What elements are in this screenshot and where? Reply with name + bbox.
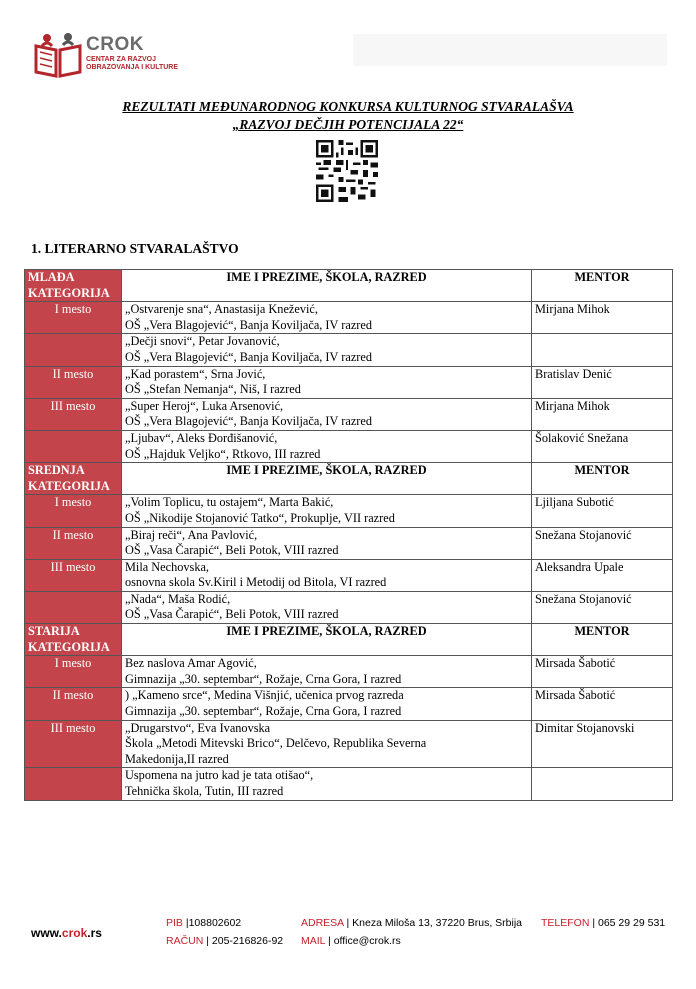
telefon-value: 065 29 29 531 — [598, 917, 666, 929]
entry-mentor: Aleksandra Upale — [532, 559, 673, 591]
category-header-row — [25, 270, 673, 302]
entry-mentor: Snežana Stojanović — [532, 527, 673, 559]
entry-mentor: Dimitar Stojanovski — [532, 720, 673, 768]
place-label: II mesto — [25, 527, 122, 559]
table-row — [25, 559, 673, 591]
logo-subtitle — [86, 56, 206, 72]
table-row — [25, 495, 673, 527]
entry-work — [122, 688, 532, 720]
place-label: II mesto — [25, 366, 122, 398]
entry-line1: Uspomena na jutro kad je tata otišao“, — [125, 768, 314, 783]
place-label: I mesto — [25, 495, 122, 527]
entry-line2: osnovna skola Sv.Kiril i Metodij od Bitola, VI razred — [125, 575, 387, 590]
entry-line2: OŠ „Vasa Čarapić“, Beli Potok, VIII razred — [125, 607, 339, 622]
entry-work — [122, 366, 532, 398]
place-label: III mesto — [25, 398, 122, 430]
place-label-empty — [25, 334, 122, 366]
footer-pib: PIB |108802602 — [166, 917, 242, 929]
place-label-empty — [25, 591, 122, 623]
place-label: III mesto — [25, 559, 122, 591]
website-suffix: .rs — [87, 926, 102, 940]
entry-line1: „Kad porastem“, Srna Jović, — [125, 366, 266, 381]
entry-work — [122, 591, 532, 623]
category-header-row — [25, 624, 673, 656]
mentor-column-header: MENTOR — [532, 624, 673, 656]
category-name: SREDNJA KATEGORIJA — [25, 463, 122, 495]
entry-mentor: Snežana Stojanović — [532, 591, 673, 623]
entry-work — [122, 302, 532, 334]
category-name: STARIJA KATEGORIJA — [25, 624, 122, 656]
entry-line2: OŠ „Vera Blagojević“, Banja Koviljača, IV razred — [125, 317, 372, 332]
logo-subtitle-line2: OBRAZOVANJA I KULTURE — [86, 64, 179, 71]
entry-line1: ) „Kameno srce“, Medina Višnjić, učenica prvog razreda — [125, 688, 404, 703]
entry-work — [122, 768, 532, 800]
page-subtitle: „RAZVOJ DEČJIH POTENCIJALA 22“ — [232, 117, 464, 132]
adresa-value: Kneza Miloša 13, 37220 Brus, Srbija — [352, 917, 523, 929]
place-label: III mesto — [25, 720, 122, 768]
table-row — [25, 398, 673, 430]
entry-mentor: Bratislav Denić — [532, 366, 673, 398]
place-label: I mesto — [25, 302, 122, 334]
footer-telefon: TELEFON | 065 29 29 531 — [541, 917, 666, 929]
entry-line1: „Nada“, Maša Rodić, — [125, 591, 231, 606]
entry-line2: OŠ „Vera Blagojević“, Banja Koviljača, IV razred — [125, 414, 372, 429]
table-row — [25, 768, 673, 800]
place-label-empty — [25, 430, 122, 462]
footer-mail[interactable]: MAIL | office@crok.rs — [301, 935, 401, 947]
entry-line2: Gimnazija „30. septembar“, Rožaje, Crna Gora, I razred — [125, 671, 402, 686]
entry-mentor — [532, 334, 673, 366]
work-column-header: IME I PREZIME, ŠKOLA, RAZRED — [122, 624, 532, 656]
page-title: REZULTATI MEĐUNARODNOG KONKURSA KULTURNOG STVARALAŠVA — [122, 99, 574, 114]
header-blank-area — [353, 34, 667, 66]
racun-value: 205-216826-92 — [211, 935, 284, 947]
entry-work — [122, 334, 532, 366]
entry-line1: „Volim Toplicu, tu ostajem“, Marta Bakić, — [125, 495, 334, 510]
entry-line1: „Ljubav“, Aleks Đorđišanović, — [125, 430, 278, 445]
book-people-icon — [30, 32, 86, 78]
entry-work — [122, 430, 532, 462]
entry-line2: Tehnička škola, Tutin, III razred — [125, 784, 284, 798]
table-row — [25, 366, 673, 398]
qr-code — [316, 140, 378, 202]
entry-line2: OŠ „Vera Blagojević“, Banja Koviljača, IV razred — [125, 349, 372, 364]
entry-line2: Gimnazija „30. septembar“, Rožaje, Crna Gora, I razred — [125, 704, 402, 719]
entry-line1: „Biraj reči“, Ana Pavlović, — [125, 527, 258, 542]
table-row — [25, 720, 673, 768]
entry-line2: OŠ „Stefan Nemanja“, Niš, I razred — [125, 382, 301, 397]
work-column-header: IME I PREZIME, ŠKOLA, RAZRED — [122, 270, 532, 302]
entry-line2: OŠ „Hajduk Veljko“, Rtkovo, III razred — [125, 446, 321, 461]
entry-work — [122, 495, 532, 527]
place-label: II mesto — [25, 688, 122, 720]
entry-line1: „Super Heroj“, Luka Arsenović, — [125, 398, 284, 413]
entry-line2: OŠ „Vasa Čarapić“, Beli Potok, VIII razred — [125, 543, 339, 558]
work-column-header: IME I PREZIME, ŠKOLA, RAZRED — [122, 463, 532, 495]
mail-label: MAIL — [301, 935, 326, 947]
category-name: MLAĐA KATEGORIJA — [25, 270, 122, 302]
adresa-label: ADRESA — [301, 917, 344, 929]
table-row — [25, 430, 673, 462]
entry-line3: Makedonija,II razred — [125, 751, 229, 766]
section-heading: 1. LITERARNO STVARALAŠTVO — [31, 241, 239, 256]
entry-mentor: Mirjana Mihok — [532, 398, 673, 430]
crok-logo — [30, 30, 180, 80]
table-row — [25, 688, 673, 720]
entry-line2: Škola „Metodi Mitevski Brico“, Delčevo, Republika Severna — [125, 736, 427, 751]
entry-line1: „Ostvarenje sna“, Anastasija Knežević, — [125, 302, 318, 317]
mentor-column-header: MENTOR — [532, 270, 673, 302]
entry-work — [122, 398, 532, 430]
entry-work — [122, 656, 532, 688]
table-row — [25, 527, 673, 559]
entry-work — [122, 527, 532, 559]
entry-mentor: Mirjana Mihok — [532, 302, 673, 334]
telefon-label: TELEFON — [541, 917, 590, 929]
entry-work — [122, 720, 532, 768]
entry-work — [122, 559, 532, 591]
logo-subtitle-line1: CENTAR ZA RAZVOJ — [86, 56, 156, 63]
category-header-row — [25, 463, 673, 495]
entry-mentor: Ljiljana Subotić — [532, 495, 673, 527]
footer-website[interactable] — [31, 926, 102, 940]
entry-mentor: Mirsada Šabotić — [532, 688, 673, 720]
logo-name: CROK — [86, 34, 144, 55]
footer-racun: RAČUN | 205-216826-92 — [166, 935, 284, 947]
website-brand: crok — [61, 926, 88, 940]
results-table — [24, 269, 673, 801]
table-row — [25, 656, 673, 688]
entry-line1: „Drugarstvo“, Eva Ivanovska — [125, 720, 271, 735]
racun-label: RAČUN — [166, 935, 204, 947]
entry-mentor: Mirsada Šabotić — [532, 656, 673, 688]
pib-label: PIB — [166, 917, 183, 929]
mail-value: office@crok.rs — [333, 935, 401, 947]
entry-line1: Mila Nechovska, — [125, 559, 210, 574]
table-row — [25, 302, 673, 334]
entry-mentor: Šolaković Snežana — [532, 430, 673, 462]
entry-line1: „Dečji snovi“, Petar Jovanović, — [125, 334, 280, 349]
table-row — [25, 334, 673, 366]
website-prefix: www. — [31, 926, 62, 940]
table-row — [25, 591, 673, 623]
place-label-empty — [25, 768, 122, 800]
entry-line2: OŠ „Nikodije Stojanović Tatko“, Prokuplje, VII razred — [125, 510, 395, 525]
entry-line1: Bez naslova Amar Agović, — [125, 656, 257, 671]
footer-adresa: ADRESA | Kneza Miloša 13, 37220 Brus, Srbija — [301, 917, 523, 929]
pib-value: 108802602 — [188, 917, 242, 929]
entry-mentor — [532, 768, 673, 800]
place-label: I mesto — [25, 656, 122, 688]
mentor-column-header: MENTOR — [532, 463, 673, 495]
